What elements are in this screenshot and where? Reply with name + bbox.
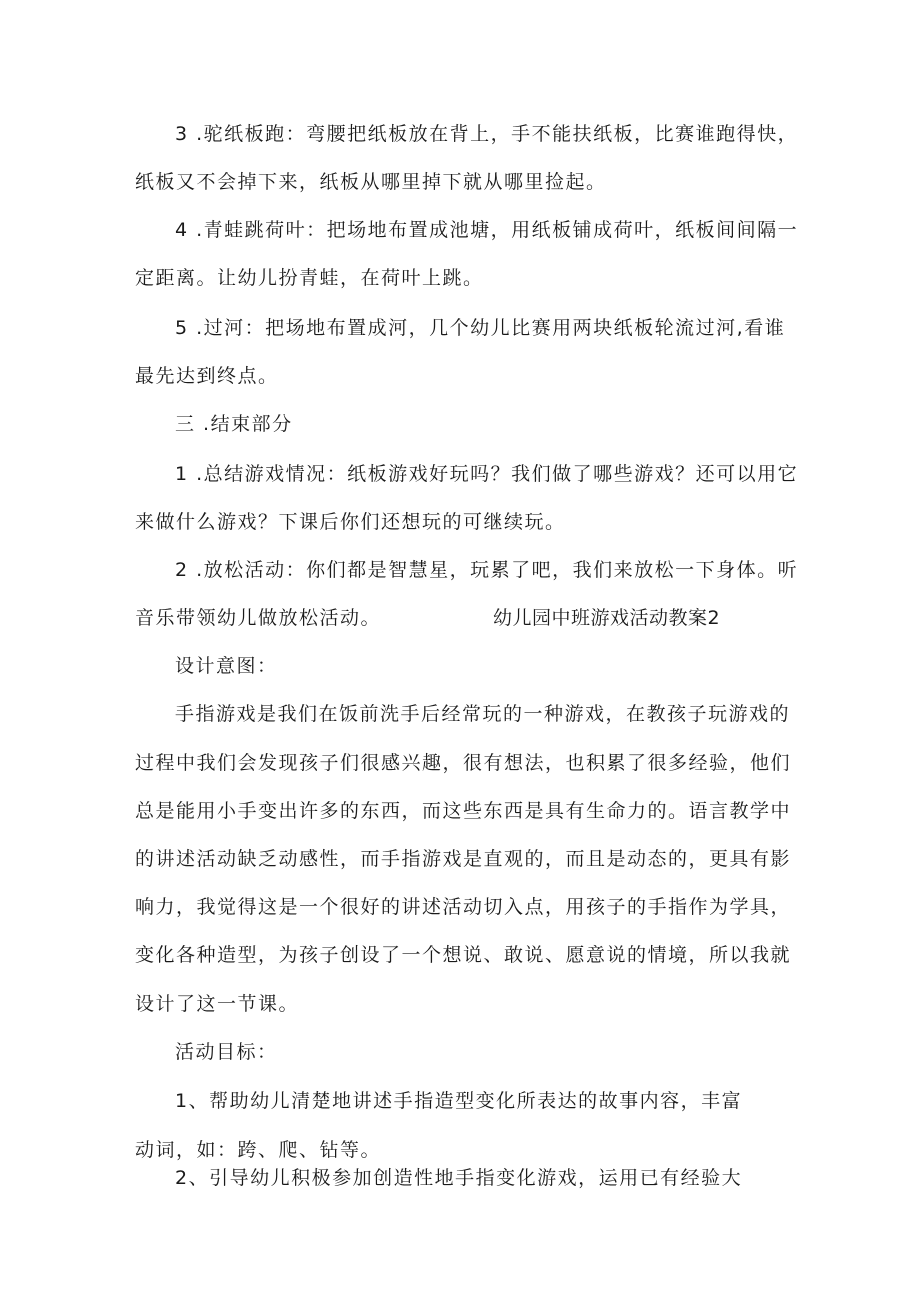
text-line-1: 3 .驼纸板跑：弯腰把纸板放在背上，手不能扶纸板，比赛谁跑得快， <box>175 123 799 145</box>
text-line-13: 手指游戏是我们在饭前洗手后经常玩的一种游戏，在教孩子玩游戏的 <box>175 703 791 725</box>
text-line-14: 过程中我们会发现孩子们很感兴趣，很有想法，也积累了很多经验，他们 <box>135 752 792 774</box>
text-line-18: 变化各种造型，为孩子创设了一个想说、敢说、愿意说的情境，所以我就 <box>135 944 792 966</box>
text-line-8: 1 .总结游戏情况：纸板游戏好玩吗？我们做了哪些游戏？还可以用它 <box>175 463 799 485</box>
text-line-2: 纸板又不会掉下来，纸板从哪里掉下就从哪里捡起。 <box>135 171 607 193</box>
section-heading-end: 三 .结束部分 <box>175 413 293 435</box>
inline-document-title: 幼儿园中班游戏活动教案2 <box>493 607 721 629</box>
text-line-6: 最先达到终点。 <box>135 365 279 387</box>
text-line-15: 总是能用小手变出许多的东西，而这些东西是具有生命力的。语言教学中 <box>135 800 792 822</box>
text-line-22: 动词，如：跨、爬、钻等。 <box>135 1139 382 1161</box>
heading-activity-goals: 活动目标： <box>175 1041 278 1063</box>
text-line-16: 的讲述活动缺乏动感性，而手指游戏是直观的，而且是动态的，更具有影 <box>135 848 792 870</box>
text-line-3: 4 .青蛙跳荷叶：把场地布置成池塘，用纸板铺成荷叶，纸板间间隔一 <box>175 219 799 241</box>
text-line-19: 设计了这一节课。 <box>135 993 300 1015</box>
text-line-10: 2 .放松活动：你们都是智慧星，玩累了吧，我们来放松一下身体。听 <box>175 559 799 581</box>
heading-design-intent: 设计意图： <box>175 655 278 677</box>
text-line-17: 响力，我觉得这是一个很好的讲述活动切入点，用孩子的手指作为学具， <box>135 896 792 918</box>
text-line-23: 2、引导幼儿积极参加创造性地手指变化游戏，运用已有经验大 <box>175 1167 743 1189</box>
text-line-5: 5 .过河：把场地布置成河，几个幼儿比赛用两块纸板轮流过河,看谁 <box>175 317 786 339</box>
text-line-11: 音乐带领幼儿做放松活动。 <box>135 607 382 629</box>
text-line-4: 定距离。让幼儿扮青蛙，在荷叶上跳。 <box>135 267 484 289</box>
text-line-21: 1、帮助幼儿清楚地讲述手指造型变化所表达的故事内容，丰富 <box>175 1090 743 1112</box>
text-line-9: 来做什么游戏？下课后你们还想玩的可继续玩。 <box>135 511 566 533</box>
